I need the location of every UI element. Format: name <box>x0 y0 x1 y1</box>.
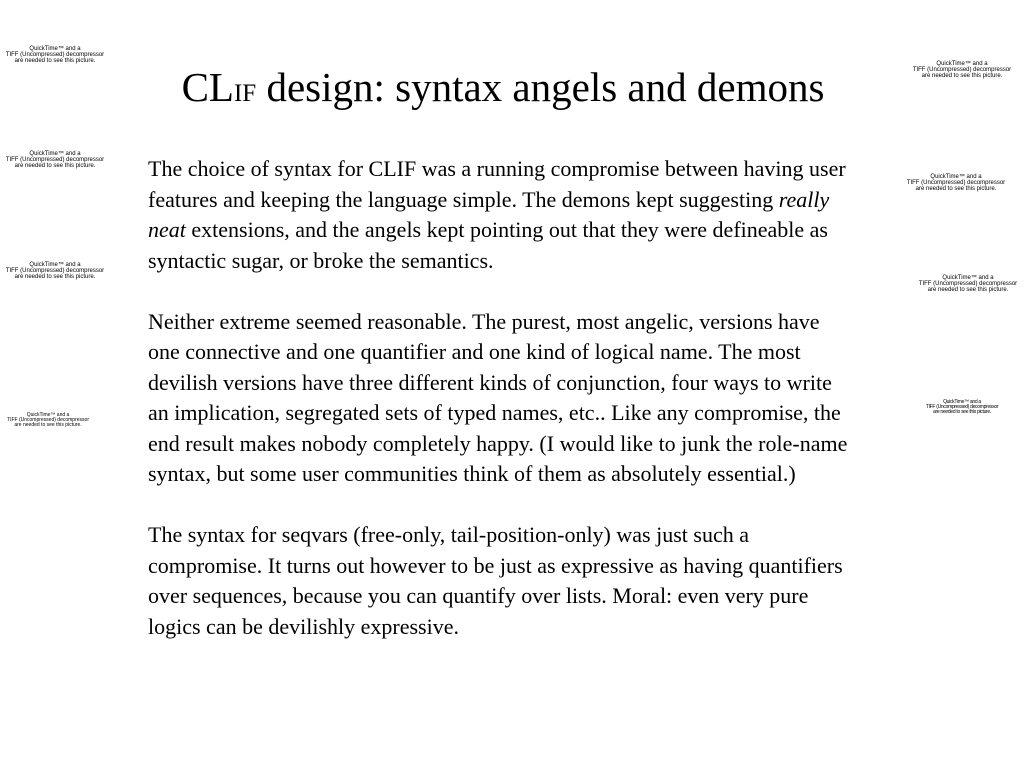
placeholder-line: TIFF (Uncompressed) decompressor <box>5 157 105 163</box>
placeholder-line: are needed to see this picture. <box>14 274 96 280</box>
placeholder-line: QuickTime™ and a <box>29 262 81 268</box>
placeholder-line: TIFF (Uncompressed) decompressor <box>5 52 105 58</box>
placeholder-line: QuickTime™ and a <box>26 412 70 418</box>
paragraph-syntax-choice <box>148 154 854 276</box>
title-small-caps: IF <box>233 80 257 107</box>
missing-image-placeholder-right-3 <box>912 275 1024 293</box>
missing-image-placeholder-left-2 <box>0 151 110 169</box>
placeholder-line: are needed to see this picture. <box>14 163 96 169</box>
placeholder-line: QuickTime™ and a <box>943 399 981 405</box>
placeholder-line: QuickTime™ and a <box>942 275 994 281</box>
slide-body <box>148 154 854 642</box>
placeholder-line: are needed to see this picture. <box>14 422 82 428</box>
paragraph-text: extensions, and the angels kept pointing out that they were defineable as syntactic sugar, or broke the semantics. <box>148 217 828 273</box>
placeholder-line: are needed to see this picture. <box>933 409 991 415</box>
paragraph-extremes: Neither extreme seemed reasonable. The purest, most angelic, versions have one connective and one quantifier and one kind of logical name. The most devilish versions have three different kinds of conjunction, four ways to write an implication, segregated sets of typed names, etc.. Like any compromise, the end result makes nobody completely happy. (I would like to junk the role-name syntax, but some user communities think of them as absolutely essential.) <box>148 308 848 486</box>
placeholder-line: are needed to see this picture. <box>915 186 997 192</box>
paragraph-seqvars: The syntax for seqvars (free-only, tail-position-only) was just such a compromise. It turns out however to be just as expressive as having quantifiers over sequences, because you can quantify over lists. Moral: even very pure logics can be devilishly expressive. <box>148 522 843 639</box>
placeholder-line: are needed to see this picture. <box>927 287 1009 293</box>
placeholder-line: QuickTime™ and a <box>930 174 982 180</box>
missing-image-placeholder-left-4 <box>0 413 96 428</box>
title-rest: design: syntax angels and demons <box>256 64 825 110</box>
placeholder-line: TIFF (Uncompressed) decompressor <box>5 268 105 274</box>
placeholder-line: QuickTime™ and a <box>936 61 988 67</box>
placeholder-line: TIFF (Uncompressed) decompressor <box>906 180 1006 186</box>
placeholder-line: TIFF (Uncompressed) decompressor <box>7 417 89 423</box>
missing-image-placeholder-right-2 <box>906 174 1006 192</box>
slide-title <box>0 62 1006 119</box>
paragraph-text: The choice of syntax for CLIF was a running compromise between having user features and keeping the language simple. The demons kept suggesting <box>148 156 846 212</box>
missing-image-placeholder-right-4 <box>918 400 1006 415</box>
placeholder-line: TIFF (Uncompressed) decompressor <box>912 67 1012 73</box>
title-prefix: CL <box>181 64 234 110</box>
placeholder-line: TIFF (Uncompressed) decompressor <box>925 404 999 410</box>
missing-image-placeholder-left-3 <box>0 262 110 280</box>
placeholder-line: QuickTime™ and a <box>29 46 81 52</box>
emphasis-text: really neat <box>148 186 830 242</box>
placeholder-line: are needed to see this picture. <box>14 58 96 64</box>
placeholder-line: are needed to see this picture. <box>921 73 1003 79</box>
placeholder-line: QuickTime™ and a <box>29 151 81 157</box>
placeholder-line: TIFF (Uncompressed) decompressor <box>918 281 1018 287</box>
